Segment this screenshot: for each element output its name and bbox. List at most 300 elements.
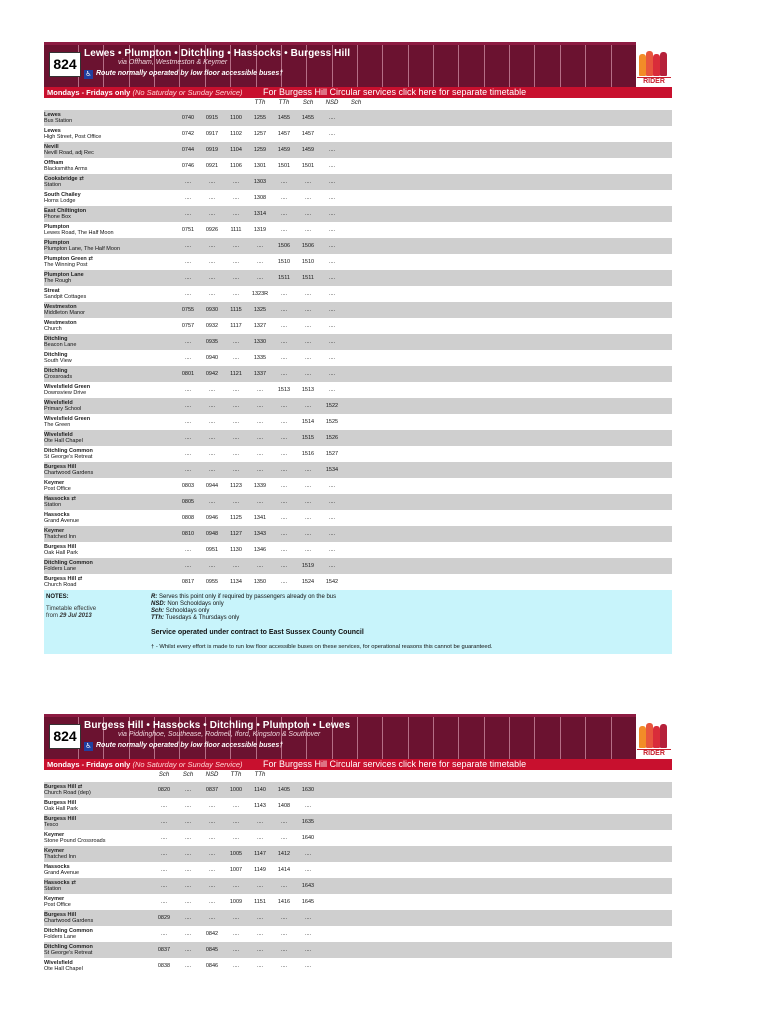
departure-time: 1516: [296, 446, 320, 462]
column-header-label: TTh: [230, 772, 242, 778]
table-row: [44, 110, 672, 126]
departure-time: ....: [248, 814, 272, 830]
route-title: Lewes • Plumpton • Ditchling • Hassocks • Burgess Hill: [84, 48, 351, 59]
table-row: [44, 574, 672, 590]
effective-date: Timetable effective from 29 Jul 2013: [46, 606, 97, 619]
departure-time: ....: [320, 318, 344, 334]
departure-time: ....: [320, 302, 344, 318]
departure-time: 1346: [248, 542, 272, 558]
departure-time: 1506: [272, 238, 296, 254]
departure-time: ....: [272, 814, 296, 830]
departure-time: 1457: [296, 126, 320, 142]
departure-time: ....: [176, 238, 200, 254]
departure-time: ....: [176, 334, 200, 350]
table-row: [44, 446, 672, 462]
stop-name: East Chiltington Phone Box: [44, 206, 152, 222]
departure-time: ....: [224, 942, 248, 958]
column-header-label: NSD: [205, 772, 219, 778]
departure-time: ....: [200, 462, 224, 478]
departure-time: ....: [200, 862, 224, 878]
departure-time: 0930: [200, 302, 224, 318]
departure-time: 0921: [200, 158, 224, 174]
accessible-note: Route normally operated by low floor accessible buses†: [96, 742, 284, 749]
departure-time: ....: [224, 878, 248, 894]
departure-time: 1335: [248, 350, 272, 366]
stop-name: Burgess Hill Oak Hall Park: [44, 798, 152, 814]
route-via: via Offham, Westmeston & Keymer: [118, 59, 228, 66]
departure-time: ....: [224, 190, 248, 206]
stop-name: Wivelsfield Green Downsview Drive: [44, 382, 152, 398]
departure-time: ....: [200, 558, 224, 574]
table-row: [44, 286, 672, 302]
column-header-label: TTh: [254, 772, 266, 778]
departure-time: 1314: [248, 206, 272, 222]
departure-time: ....: [224, 926, 248, 942]
departure-time: ....: [320, 526, 344, 542]
stop-name: Wivelsfield Ote Hall Chapel: [44, 430, 152, 446]
table-row: [44, 350, 672, 366]
departure-time: ....: [248, 462, 272, 478]
stop-name: Plumpton Lewes Road, The Half Moon: [44, 222, 152, 238]
departure-time: 1350: [248, 574, 272, 590]
table-row: [44, 366, 672, 382]
departure-time: ....: [152, 846, 176, 862]
departure-time: 1121: [224, 366, 248, 382]
service-days-bar: [44, 759, 672, 770]
stop-name: Hassocks ⇄ Station: [44, 878, 152, 894]
table-row: [44, 878, 672, 894]
departure-time: ....: [176, 206, 200, 222]
departure-time: ....: [248, 558, 272, 574]
contract-note: Service operated under contract to East Sussex County Council: [151, 629, 364, 636]
departure-time: 1506: [296, 238, 320, 254]
departure-time: ....: [272, 446, 296, 462]
departure-time: ....: [200, 910, 224, 926]
stop-name: Ditchling Common St George's Retreat: [44, 446, 152, 462]
note-key: NSD: Non Schooldays only: [151, 601, 224, 607]
stop-name: Keymer Thatched Inn: [44, 526, 152, 542]
departure-time: ....: [320, 254, 344, 270]
departure-time: 0837: [200, 782, 224, 798]
departure-time: ....: [272, 542, 296, 558]
departure-time: ....: [296, 926, 320, 942]
departure-time: ....: [320, 478, 344, 494]
departure-time: ....: [248, 958, 272, 974]
departure-time: 1308: [248, 190, 272, 206]
departure-time: ....: [320, 142, 344, 158]
departure-time: ....: [272, 574, 296, 590]
table-row: [44, 526, 672, 542]
table-row: [44, 398, 672, 414]
column-header-label: Sch: [182, 772, 194, 778]
departure-time: 1337: [248, 366, 272, 382]
departure-time: ....: [296, 174, 320, 190]
departure-time: ....: [200, 286, 224, 302]
departure-time: ....: [200, 830, 224, 846]
departure-time: ....: [272, 958, 296, 974]
departure-time: ....: [224, 814, 248, 830]
departure-time: 0746: [176, 158, 200, 174]
departure-time: ....: [200, 878, 224, 894]
route-number: 824: [49, 52, 81, 77]
departure-time: 0946: [200, 510, 224, 526]
departure-time: ....: [296, 846, 320, 862]
departure-time: ....: [272, 174, 296, 190]
stop-name: Hassocks ⇄ Station: [44, 494, 152, 510]
departure-time: 1405: [272, 782, 296, 798]
departure-time: 1534: [320, 462, 344, 478]
departure-time: ....: [152, 862, 176, 878]
departure-time: ....: [272, 910, 296, 926]
table-row: [44, 830, 672, 846]
stop-name: Ditchling Common Folders Lane: [44, 558, 152, 574]
departure-time: 1511: [272, 270, 296, 286]
departure-time: 0919: [200, 142, 224, 158]
timetable: [44, 782, 672, 974]
day-note: (No Saturday or Sunday Service): [132, 760, 243, 769]
departure-time: ....: [296, 206, 320, 222]
timetable: [44, 110, 672, 590]
table-row: [44, 174, 672, 190]
departure-time: 1526: [320, 430, 344, 446]
departure-time: ....: [176, 542, 200, 558]
departure-time: ....: [224, 798, 248, 814]
departure-time: 0935: [200, 334, 224, 350]
departure-time: ....: [296, 942, 320, 958]
departure-time: 1257: [248, 126, 272, 142]
departure-time: 1416: [272, 894, 296, 910]
stop-name: Ditchling Crossroads: [44, 366, 152, 382]
departure-time: 0837: [152, 942, 176, 958]
departure-time: ....: [200, 398, 224, 414]
stop-name: Ditchling Common Folders Lane: [44, 926, 152, 942]
inbound-timetable: [44, 714, 672, 974]
departure-time: ....: [320, 126, 344, 142]
departure-time: ....: [200, 174, 224, 190]
departure-time: ....: [152, 798, 176, 814]
departure-time: ....: [272, 350, 296, 366]
departure-time: ....: [272, 318, 296, 334]
departure-time: ....: [296, 366, 320, 382]
column-header-label: Sch: [158, 772, 170, 778]
stop-name: Burgess Hill Tesco: [44, 814, 152, 830]
departure-time: ....: [248, 926, 272, 942]
departure-time: ....: [176, 414, 200, 430]
departure-time: 0755: [176, 302, 200, 318]
departure-time: ....: [248, 942, 272, 958]
departure-time: ....: [176, 462, 200, 478]
departure-time: 1522: [320, 398, 344, 414]
departure-time: ....: [320, 382, 344, 398]
departure-time: ....: [272, 830, 296, 846]
departure-time: 1515: [296, 430, 320, 446]
table-row: [44, 142, 672, 158]
departure-time: ....: [176, 430, 200, 446]
departure-time: ....: [272, 926, 296, 942]
stop-name: Plumpton Plumpton Lane, The Half Moon: [44, 238, 152, 254]
departure-time: 1542: [320, 574, 344, 590]
departure-time: ....: [320, 206, 344, 222]
table-row: [44, 302, 672, 318]
table-row: [44, 862, 672, 878]
departure-time: ....: [272, 302, 296, 318]
departure-time: 1327: [248, 318, 272, 334]
departure-time: ....: [176, 862, 200, 878]
table-row: [44, 798, 672, 814]
departure-time: ....: [200, 814, 224, 830]
table-row: [44, 782, 672, 798]
departure-time: 1510: [296, 254, 320, 270]
departure-time: ....: [152, 894, 176, 910]
departure-time: ....: [176, 926, 200, 942]
stop-name: Hassocks Grand Avenue: [44, 510, 152, 526]
departure-time: ....: [272, 942, 296, 958]
departure-time: ....: [272, 510, 296, 526]
departure-time: ....: [224, 462, 248, 478]
departure-time: 0942: [200, 366, 224, 382]
departure-time: ....: [200, 798, 224, 814]
accessible-note: Route normally operated by low floor accessible buses†: [96, 70, 284, 77]
departure-time: ....: [320, 510, 344, 526]
departure-time: ....: [248, 430, 272, 446]
table-row: [44, 894, 672, 910]
day-note: (No Saturday or Sunday Service): [132, 88, 243, 97]
departure-time: ....: [248, 254, 272, 270]
stop-name: Plumpton Green ⇄ The Winning Post: [44, 254, 152, 270]
departure-time: ....: [224, 830, 248, 846]
departure-time: 1408: [272, 798, 296, 814]
departure-time: ....: [296, 862, 320, 878]
table-row: [44, 942, 672, 958]
table-row: [44, 206, 672, 222]
stop-name: Burgess Hill ⇄ Church Road: [44, 574, 152, 590]
notes-panel: [44, 590, 672, 654]
departure-time: 1303: [248, 174, 272, 190]
departure-time: ....: [176, 782, 200, 798]
departure-time: ....: [296, 318, 320, 334]
departure-time: ....: [248, 398, 272, 414]
departure-time: 1510: [272, 254, 296, 270]
departure-time: 1134: [224, 574, 248, 590]
departure-time: ....: [296, 526, 320, 542]
table-row: [44, 334, 672, 350]
departure-time: 1459: [272, 142, 296, 158]
departure-time: ....: [320, 158, 344, 174]
departure-time: ....: [272, 222, 296, 238]
note-key: TTh: Tuesdays & Thursdays only: [151, 615, 240, 621]
departure-time: ....: [248, 238, 272, 254]
departure-time: 0846: [200, 958, 224, 974]
departure-time: 0932: [200, 318, 224, 334]
departure-time: ....: [248, 878, 272, 894]
departure-time: 0917: [200, 126, 224, 142]
stop-name: Offham Blacksmiths Arms: [44, 158, 152, 174]
departure-time: 1100: [224, 110, 248, 126]
departure-time: 1117: [224, 318, 248, 334]
stop-name: Hassocks Grand Avenue: [44, 862, 152, 878]
departure-time: ....: [296, 798, 320, 814]
departure-time: 1339: [248, 478, 272, 494]
table-row: [44, 318, 672, 334]
departure-time: ....: [272, 414, 296, 430]
departure-time: ....: [296, 958, 320, 974]
departure-time: ....: [296, 398, 320, 414]
column-header: [44, 98, 672, 110]
table-row: [44, 478, 672, 494]
departure-time: ....: [296, 286, 320, 302]
departure-time: ....: [296, 910, 320, 926]
rider-logo: RIDER: [636, 714, 672, 759]
departure-time: ....: [176, 270, 200, 286]
departure-time: ....: [224, 958, 248, 974]
table-row: [44, 542, 672, 558]
departure-time: ....: [224, 398, 248, 414]
departure-time: ....: [272, 286, 296, 302]
departure-time: ....: [176, 814, 200, 830]
rider-logo: RIDER: [636, 42, 672, 87]
departure-time: 0845: [200, 942, 224, 958]
table-row: [44, 814, 672, 830]
departure-time: ....: [200, 846, 224, 862]
stop-name: Wivelsfield Ote Hall Chapel: [44, 958, 152, 974]
column-header-label: TTh: [254, 100, 266, 106]
departure-time: 0955: [200, 574, 224, 590]
departure-time: ....: [200, 270, 224, 286]
departure-time: ....: [176, 958, 200, 974]
table-row: [44, 494, 672, 510]
departure-time: ....: [224, 910, 248, 926]
stop-name: Burgess Hill ⇄ Church Road (dep): [44, 782, 152, 798]
departure-time: 1341: [248, 510, 272, 526]
departure-time: ....: [224, 238, 248, 254]
departure-time: ....: [320, 334, 344, 350]
departure-time: 1630: [296, 782, 320, 798]
departure-time: 0742: [176, 126, 200, 142]
departure-time: ....: [296, 478, 320, 494]
departure-time: ....: [224, 270, 248, 286]
departure-time: ....: [152, 878, 176, 894]
departure-time: ....: [200, 238, 224, 254]
table-row: [44, 158, 672, 174]
departure-time: 0810: [176, 526, 200, 542]
departure-time: 1457: [272, 126, 296, 142]
departure-time: 1151: [248, 894, 272, 910]
departure-time: ....: [320, 174, 344, 190]
departure-time: ....: [272, 558, 296, 574]
note-key: R: Serves this point only if required by passengers already on the bus: [151, 594, 337, 600]
departure-time: ....: [320, 350, 344, 366]
stop-name: Lewes High Street, Post Office: [44, 126, 152, 142]
table-row: [44, 958, 672, 974]
departure-time: ....: [272, 206, 296, 222]
table-row: [44, 190, 672, 206]
departure-time: ....: [224, 174, 248, 190]
departure-time: 1640: [296, 830, 320, 846]
departure-time: ....: [320, 286, 344, 302]
departure-time: 0805: [176, 494, 200, 510]
departure-time: ....: [176, 894, 200, 910]
stop-name: Burgess Hill Oak Hall Park: [44, 542, 152, 558]
departure-time: 0803: [176, 478, 200, 494]
departure-time: 1104: [224, 142, 248, 158]
departure-time: 1414: [272, 862, 296, 878]
departure-time: 0948: [200, 526, 224, 542]
table-row: [44, 222, 672, 238]
table-row: [44, 254, 672, 270]
day-label: Mondays - Fridays only: [47, 88, 131, 97]
departure-time: ....: [272, 878, 296, 894]
table-row: [44, 126, 672, 142]
departure-time: 1325: [248, 302, 272, 318]
stop-name: Wivelsfield Green The Green: [44, 414, 152, 430]
departure-time: 0915: [200, 110, 224, 126]
departure-time: ....: [320, 366, 344, 382]
departure-time: ....: [176, 254, 200, 270]
departure-time: 1330: [248, 334, 272, 350]
departure-time: ....: [224, 446, 248, 462]
stop-name: Burgess Hill Chartwood Gardens: [44, 910, 152, 926]
departure-time: 1102: [224, 126, 248, 142]
departure-time: 1007: [224, 862, 248, 878]
departure-time: 1000: [224, 782, 248, 798]
departure-time: 1511: [296, 270, 320, 286]
departure-time: 1125: [224, 510, 248, 526]
departure-time: 0940: [200, 350, 224, 366]
departure-time: 1255: [248, 110, 272, 126]
stop-name: Keymer Post Office: [44, 894, 152, 910]
departure-time: 1106: [224, 158, 248, 174]
departure-time: ....: [296, 334, 320, 350]
departure-time: ....: [248, 270, 272, 286]
departure-time: 1147: [248, 846, 272, 862]
wheelchair-icon: ♿: [85, 71, 92, 78]
departure-time: ....: [224, 430, 248, 446]
departure-time: ....: [320, 110, 344, 126]
departure-time: 1009: [224, 894, 248, 910]
departure-time: ....: [176, 382, 200, 398]
stop-name: South Chailey Horns Lodge: [44, 190, 152, 206]
departure-time: ....: [200, 430, 224, 446]
departure-time: 0926: [200, 222, 224, 238]
departure-time: ....: [224, 206, 248, 222]
departure-time: ....: [224, 558, 248, 574]
circular-timetable-link[interactable]: For Burgess Hill Circular services click here for separate timetable: [263, 87, 527, 97]
route-title: Burgess Hill • Hassocks • Ditchling • Plumpton • Lewes: [84, 720, 351, 731]
route-header: [44, 714, 672, 759]
departure-time: ....: [272, 478, 296, 494]
departure-time: ....: [176, 286, 200, 302]
departure-time: ....: [224, 494, 248, 510]
departure-time: ....: [176, 446, 200, 462]
departure-time: 1501: [296, 158, 320, 174]
stop-name: Ditchling Common St George's Retreat: [44, 942, 152, 958]
departure-time: 1513: [296, 382, 320, 398]
departure-time: 1519: [296, 558, 320, 574]
stop-name: Ditchling Beacon Lane: [44, 334, 152, 350]
departure-time: ....: [200, 254, 224, 270]
departure-time: ....: [152, 926, 176, 942]
departure-time: ....: [176, 350, 200, 366]
column-header-label: Sch: [350, 100, 362, 106]
departure-time: 1259: [248, 142, 272, 158]
departure-time: ....: [176, 878, 200, 894]
circular-timetable-link[interactable]: For Burgess Hill Circular services click here for separate timetable: [263, 759, 527, 769]
departure-time: 0838: [152, 958, 176, 974]
departure-time: ....: [176, 190, 200, 206]
departure-time: ....: [320, 270, 344, 286]
stop-name: Cooksbridge ⇄ Station: [44, 174, 152, 190]
departure-time: 1143: [248, 798, 272, 814]
